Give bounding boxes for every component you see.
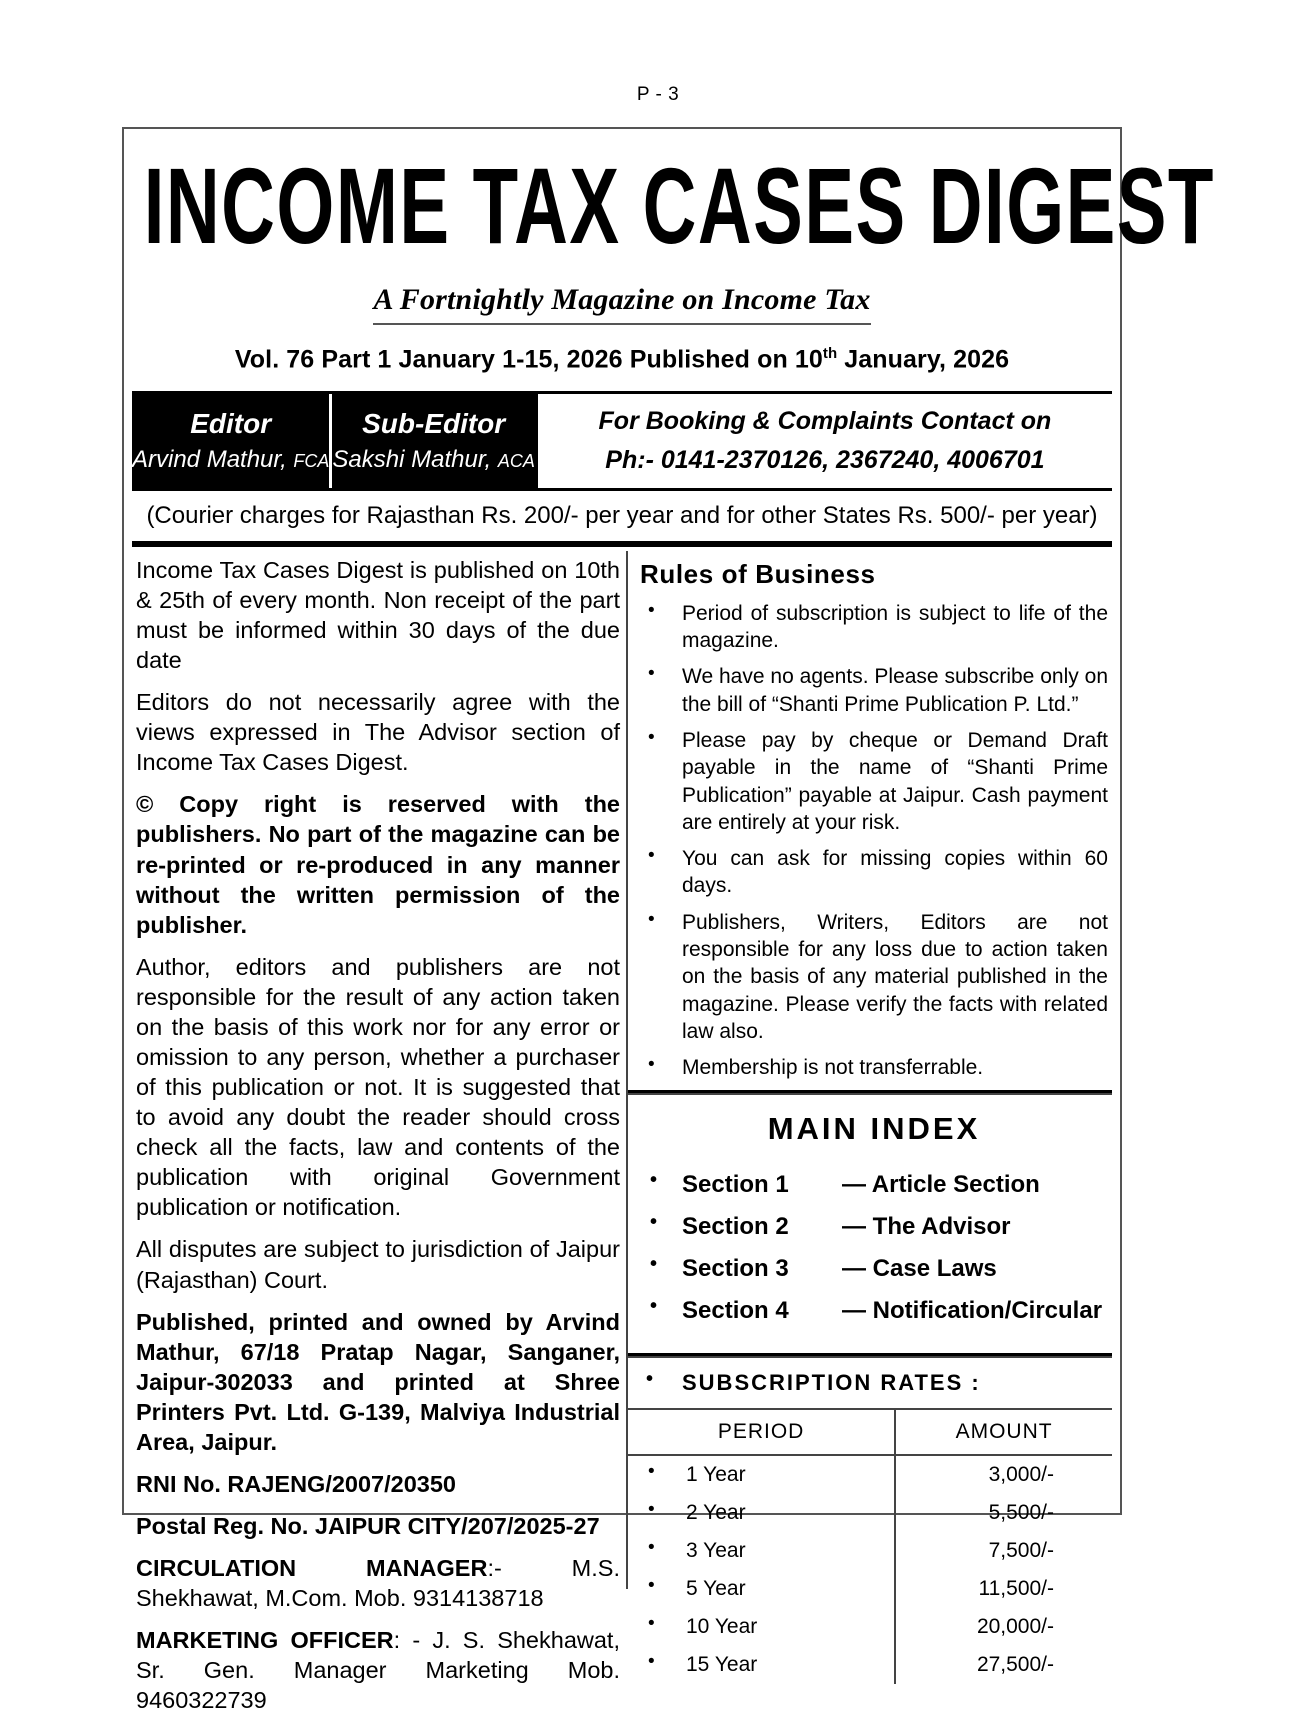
circulation-manager-label: CIRCULATION MANAGER [136, 1555, 488, 1582]
cell-period: • 1 Year [628, 1455, 895, 1494]
editor-cell [132, 394, 329, 488]
marketing-officer [136, 1625, 620, 1715]
magazine-subtitle-wrap [134, 283, 1110, 325]
left-paragraph: Income Tax Cases Digest is published on 10th & 25th of every month. Non receipt of the part must be informed within 30 days of the due date [136, 556, 620, 674]
sub-editor-role-label: Sub-Editor [362, 407, 506, 439]
page-number: P - 3 [636, 84, 680, 105]
index-section-label: • Section 3 [682, 1254, 789, 1282]
sub-editor-qualification: ACA [497, 450, 535, 471]
volume-line-ordinal: th [822, 345, 838, 363]
editor-name-text: Arvind Mathur, [132, 445, 287, 473]
cell-period: • 2 Year [628, 1494, 895, 1532]
volume-line [134, 345, 1110, 374]
editor-qualification: FCA [293, 450, 330, 471]
cell-period: • 10 Year [628, 1608, 895, 1646]
circulation-manager-value: :- M.S. Shekhawat, M.Com. Mob. 9314138718 [136, 1555, 620, 1612]
table-body [628, 1455, 1112, 1684]
cell-period: • 15 Year [628, 1646, 895, 1684]
courier-charges-note: (Courier charges for Rajasthan Rs. 200/- per year and for other States Rs. 500/- per year) [146, 501, 1098, 529]
rni-number: RNI No. RAJENG/2007/20350 [136, 1470, 457, 1497]
index-section-desc: — The Advisor [842, 1212, 1011, 1240]
index-section-desc: — Article Section [842, 1170, 1040, 1198]
left-paragraph: Author, editors and publishers are not responsible for the result of any action taken on the basis of this work nor for any error or omission to any person, whether a purchaser of this publication or not. It is suggested that to avoid any doubt the reader should cross check all the facts, law and contents of the publication with original Government publication or notification. [136, 953, 620, 1221]
contact-heading: For Booking & Complaints Contact on [598, 406, 1052, 435]
table-row [628, 1646, 1112, 1684]
cell-amount: 27,500/- [976, 1652, 1054, 1676]
list-item: • You can ask for missing copies within 60 days. [640, 845, 1108, 900]
subscription-rates-heading: • SUBSCRIPTION RATES : [628, 1356, 1112, 1410]
index-section-label: • Section 2 [682, 1212, 789, 1240]
list-item: • Membership is not transferrable. [640, 1054, 1108, 1081]
list-item: • Period of subscription is subject to life of the magazine. [640, 600, 1108, 655]
content-columns [132, 551, 1112, 1714]
sub-editor-name [332, 446, 534, 474]
contact-cell [535, 394, 1112, 488]
main-index-block [628, 1093, 1112, 1356]
marketing-officer-value: : - J. S. Shekhawat, Sr. Gen. Manager Marketing Mob. 9460322739 [136, 1627, 620, 1714]
editor-bar [132, 391, 1112, 491]
postal-reg-number: Postal Reg. No. JAIPUR CITY/207/2025-27 [136, 1513, 600, 1540]
left-paragraph: © Copy right is reserved with the publishers. No part of the magazine can be re-printed or re-produced in any manner without the written permission of the publisher. [136, 791, 620, 938]
index-section-label: • Section 1 [682, 1170, 789, 1198]
circulation-manager [136, 1553, 620, 1613]
magazine-title: INCOME TAX CASES DIGEST [143, 146, 1215, 268]
contact-phone: Ph:- 0141-2370126, 2367240, 4006701 [605, 445, 1045, 474]
main-index-title: MAIN INDEX [767, 1110, 981, 1146]
magazine-cover-frame [122, 127, 1215, 1714]
volume-line-suffix: January, 2026 [837, 345, 1010, 374]
table-header-row [628, 1410, 1112, 1455]
left-column [132, 551, 628, 1714]
column-header-period: PERIOD [628, 1410, 895, 1455]
table-row [628, 1494, 1112, 1532]
index-section-desc: — Case Laws [842, 1254, 997, 1282]
left-paragraph: Editors do not necessarily agree with the views expressed in The Advisor section of Income Tax Cases Digest. [136, 689, 620, 776]
main-index-list [640, 1171, 1108, 1325]
cell-amount: 5,500/- [988, 1500, 1054, 1524]
cell-period: • 5 Year [628, 1570, 895, 1608]
volume-line-prefix: Vol. 76 Part 1 January 1-15, 2026 Published on 10 [234, 345, 823, 374]
index-section-label: • Section 4 [682, 1296, 789, 1324]
table-row [628, 1455, 1112, 1494]
cell-amount: 3,000/- [988, 1462, 1054, 1486]
cell-amount: 11,500/- [978, 1576, 1054, 1600]
table-head [628, 1410, 1112, 1455]
rules-of-business-block [628, 551, 1112, 1093]
list-item [640, 1171, 1108, 1199]
list-item [640, 1297, 1108, 1325]
right-column [628, 551, 1112, 1676]
masthead [124, 129, 1215, 375]
left-paragraph: Published, printed and owned by Arvind Mathur, 67/18 Pratap Nagar, Sanganer, Jaipur-302033 and printed at Shree Printers Pvt. Ltd. G-139, Malviya Industrial Area, Jaipur. [136, 1308, 620, 1455]
editor-name [132, 446, 329, 474]
subscription-rates-table [628, 1410, 1112, 1684]
cell-amount: 7,500/- [988, 1538, 1054, 1562]
table-row [628, 1532, 1112, 1570]
cell-amount: 20,000/- [976, 1614, 1054, 1638]
list-item: • Please pay by cheque or Demand Draft payable in the name of “Shanti Prime Publication” payable at Jaipur. Cash payment are entirely at your risk. [640, 727, 1108, 836]
left-paragraph: All disputes are subject to jurisdiction of Jaipur (Rajasthan) Court. [136, 1236, 620, 1293]
list-item [640, 1213, 1108, 1241]
divider-rule [132, 541, 1112, 547]
list-item [640, 1255, 1108, 1283]
magazine-subtitle: A Fortnightly Magazine on Income Tax [373, 283, 870, 325]
table-row [628, 1608, 1112, 1646]
editor-role-label: Editor [190, 407, 272, 439]
marketing-officer-label: MARKETING OFFICER [136, 1627, 394, 1654]
cell-period: • 3 Year [628, 1532, 895, 1570]
list-item: • We have no agents. Please subscribe only on the bill of “Shanti Prime Publication P. Ltd.” [640, 663, 1108, 718]
column-header-amount: AMOUNT [895, 1410, 1112, 1455]
index-section-desc: — Notification/Circular [842, 1296, 1103, 1324]
table-row [628, 1570, 1112, 1608]
list-item: • Publishers, Writers, Editors are not responsible for any loss due to action taken on the basis of any material published in the magazine. Please verify the facts with related law also. [640, 909, 1108, 1045]
rules-of-business-list [640, 600, 1108, 1082]
rules-of-business-title: Rules of Business [640, 558, 876, 589]
sub-editor-cell [329, 394, 534, 488]
sub-editor-name-text: Sakshi Mathur, [332, 445, 492, 473]
